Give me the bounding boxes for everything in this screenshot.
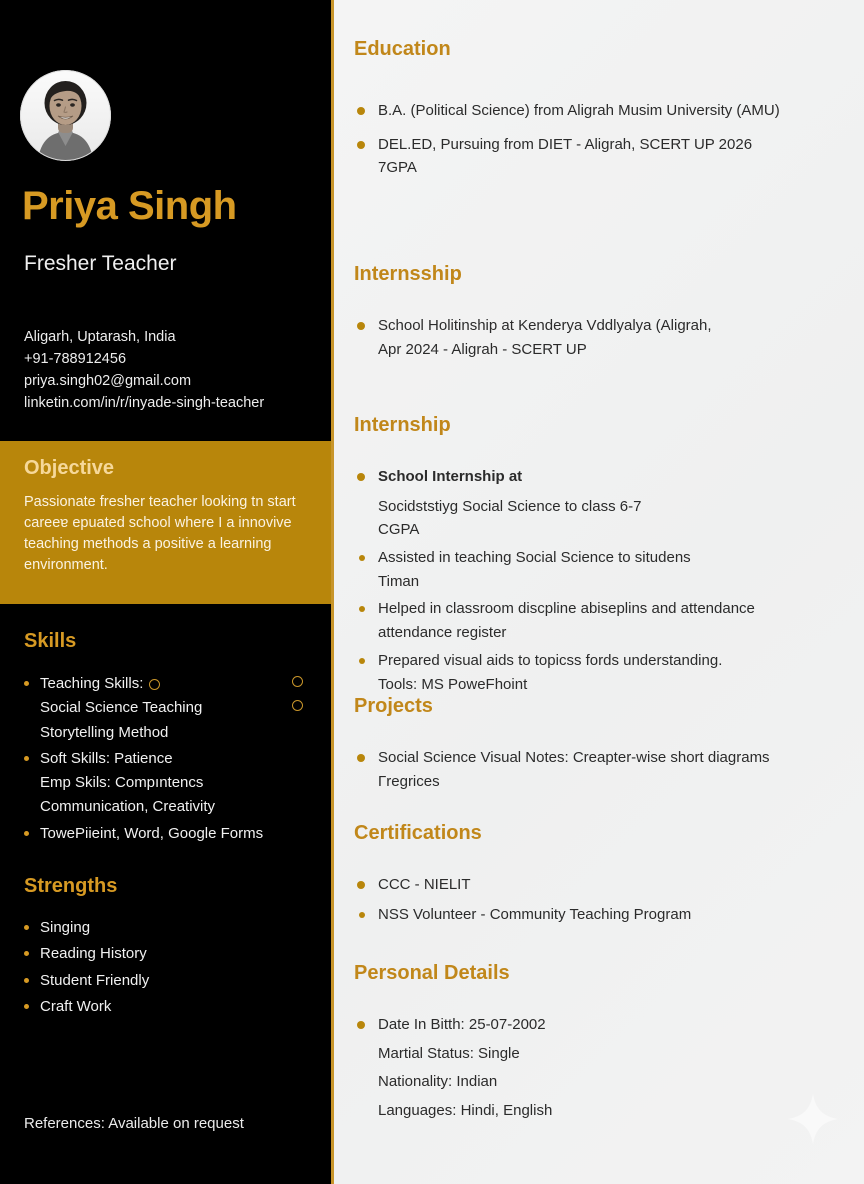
strength-label: Craft Work bbox=[40, 997, 112, 1015]
education-heading: Education bbox=[354, 38, 451, 60]
internship-line: attendance register bbox=[378, 624, 507, 642]
strength-label: Singing bbox=[40, 919, 91, 936]
projects-heading: Projects bbox=[354, 695, 433, 717]
internship-line: CGPA bbox=[378, 521, 420, 539]
bullet-dot-icon bbox=[359, 606, 365, 612]
bullet-dot-icon bbox=[24, 978, 29, 983]
internsship-list bbox=[354, 314, 854, 361]
contact-location: Aligarh, Uptarash, India bbox=[24, 329, 176, 345]
bullet-dot-icon bbox=[24, 1004, 29, 1009]
internship-line: Timan bbox=[378, 572, 420, 590]
contact-email[interactable]: priya.singh02@gmail.com bbox=[24, 373, 192, 390]
education-list bbox=[354, 99, 854, 180]
project-line: Γregrices bbox=[378, 772, 440, 790]
job-title: Fresher Teacher bbox=[24, 252, 177, 275]
bullet-dot-icon bbox=[24, 831, 29, 836]
bullet-dot-icon bbox=[24, 951, 29, 956]
personal-detail-line: Date In Bitth: 25-07-2002 bbox=[378, 1016, 546, 1033]
certification-line: CCC - NIELIT bbox=[378, 876, 471, 893]
skills-heading: Skills bbox=[24, 630, 77, 652]
strengths-list bbox=[24, 916, 314, 1021]
list-item bbox=[24, 942, 314, 966]
list-item bbox=[354, 649, 854, 696]
internsship-line: School Holitinship at Kenderya Vddlyalya (Aligrah, bbox=[378, 317, 712, 334]
profile-photo-icon bbox=[20, 70, 111, 161]
bullet-dot-icon bbox=[359, 555, 365, 561]
rating-ring-icon bbox=[292, 700, 303, 711]
sidebar bbox=[0, 0, 334, 1184]
list-item bbox=[24, 822, 314, 846]
skill-line: Emp Skils: Compıntencs bbox=[40, 774, 204, 792]
objective-section bbox=[0, 441, 331, 604]
bullet-dot-icon bbox=[357, 1021, 365, 1029]
internship-line: Assisted in teaching Social Science to situdens bbox=[378, 549, 691, 567]
avatar bbox=[20, 70, 111, 161]
bullet-dot-icon bbox=[24, 756, 29, 761]
strength-label: Student Friendly bbox=[40, 971, 150, 989]
bullet-dot-icon bbox=[357, 322, 365, 330]
list-item bbox=[354, 465, 854, 542]
internship-heading: Internship bbox=[354, 414, 451, 436]
bullet-dot-icon bbox=[357, 107, 365, 115]
internship-line: Socidststiyg Social Science to class 6-7 bbox=[378, 497, 642, 515]
list-item bbox=[24, 672, 314, 745]
list-item bbox=[24, 747, 314, 820]
certifications-heading: Certifications bbox=[354, 822, 482, 844]
bullet-dot-icon bbox=[24, 681, 29, 686]
sparkle-watermark-icon bbox=[786, 1092, 840, 1146]
personal-detail-line: Languages: Hindi, English bbox=[378, 1102, 553, 1120]
list-item bbox=[354, 903, 854, 927]
bullet-dot-icon bbox=[359, 658, 365, 664]
skill-line: Soft Skills: Patience bbox=[40, 749, 173, 767]
personal-details-list bbox=[354, 1013, 854, 1123]
contact-phone[interactable]: +91-788912456 bbox=[24, 351, 127, 368]
list-item bbox=[354, 133, 854, 180]
education-line: B.A. (Political Science) from Aligrah Musim University (AMU) bbox=[378, 102, 780, 119]
bullet-dot-icon bbox=[357, 754, 365, 762]
projects-list bbox=[354, 746, 854, 793]
contact-block bbox=[24, 326, 264, 414]
references-note: References: Available on request bbox=[24, 1115, 244, 1132]
contact-linkedin[interactable]: linketin.com/in/r/inyade-singh-teacher bbox=[24, 395, 265, 412]
strengths-heading: Strengths bbox=[24, 875, 118, 897]
strength-label: Reading History bbox=[40, 945, 147, 963]
internship-line: Prepared visual aids to topicss fords understanding. bbox=[378, 651, 723, 669]
education-line: 7GPA bbox=[378, 159, 417, 177]
list-item bbox=[354, 746, 854, 793]
list-item bbox=[354, 597, 854, 644]
certification-line: NSS Volunteer - Community Teaching Program bbox=[378, 905, 692, 923]
bullet-dot-icon bbox=[357, 141, 365, 149]
internship-section bbox=[354, 414, 854, 700]
personal-details-heading: Personal Details bbox=[354, 962, 510, 984]
certifications-section bbox=[354, 822, 854, 932]
objective-heading: Objective bbox=[24, 457, 115, 479]
list-item bbox=[354, 546, 854, 593]
objective-text: Passionate fresher teacher looking tn start careeɐ epuated school where I a innovive teaching methods a positive a learning environment. bbox=[24, 494, 296, 574]
internship-line: Tools: MS PoweFhoint bbox=[378, 675, 528, 693]
internsship-section bbox=[354, 263, 854, 371]
internship-line: Helped in classroom discpline abiseplins and attendance bbox=[378, 600, 755, 618]
skill-line: Teaching Skills: bbox=[40, 675, 144, 692]
list-item bbox=[354, 314, 854, 361]
internsship-line: Apr 2024 - Aligrah - SCERT UP bbox=[378, 340, 587, 358]
internship-list bbox=[354, 465, 854, 696]
rating-ring-icon bbox=[149, 679, 160, 690]
skills-list bbox=[24, 672, 314, 848]
education-section bbox=[354, 38, 854, 190]
bullet-dot-icon bbox=[24, 925, 29, 930]
certifications-list bbox=[354, 873, 854, 926]
page-title: Priya Singh bbox=[22, 184, 237, 228]
projects-section bbox=[354, 695, 854, 803]
list-item bbox=[24, 969, 314, 993]
list-item bbox=[354, 1013, 854, 1123]
skill-line: TowePiieint, Word, Google Forms bbox=[40, 824, 264, 842]
skill-line: Storytelling Method bbox=[40, 723, 169, 741]
bullet-dot-icon bbox=[357, 473, 365, 481]
list-item bbox=[24, 995, 314, 1019]
rating-ring-icon bbox=[292, 676, 303, 687]
list-item bbox=[354, 99, 854, 123]
personal-details-section bbox=[354, 962, 854, 1133]
bullet-dot-icon bbox=[357, 881, 365, 889]
list-item bbox=[354, 873, 854, 897]
bullet-dot-icon bbox=[359, 912, 365, 918]
skill-line: Communication, Creativity bbox=[40, 798, 216, 816]
project-line: Social Science Visual Notes: Creapter-wise short diagrams bbox=[378, 749, 770, 766]
education-line: DEL.ED, Pursuing from DIET - Aligrah, SCERT UP 2026 bbox=[378, 135, 753, 153]
internsship-heading: Internsship bbox=[354, 263, 462, 285]
list-item bbox=[24, 916, 314, 940]
internship-role: School Internship at bbox=[378, 468, 523, 485]
personal-detail-line: Martial Status: Single bbox=[378, 1044, 520, 1062]
skill-line: Social Science Teaching bbox=[40, 699, 203, 717]
main-content bbox=[334, 0, 864, 1184]
personal-detail-line: Nationality: Indian bbox=[378, 1073, 498, 1091]
